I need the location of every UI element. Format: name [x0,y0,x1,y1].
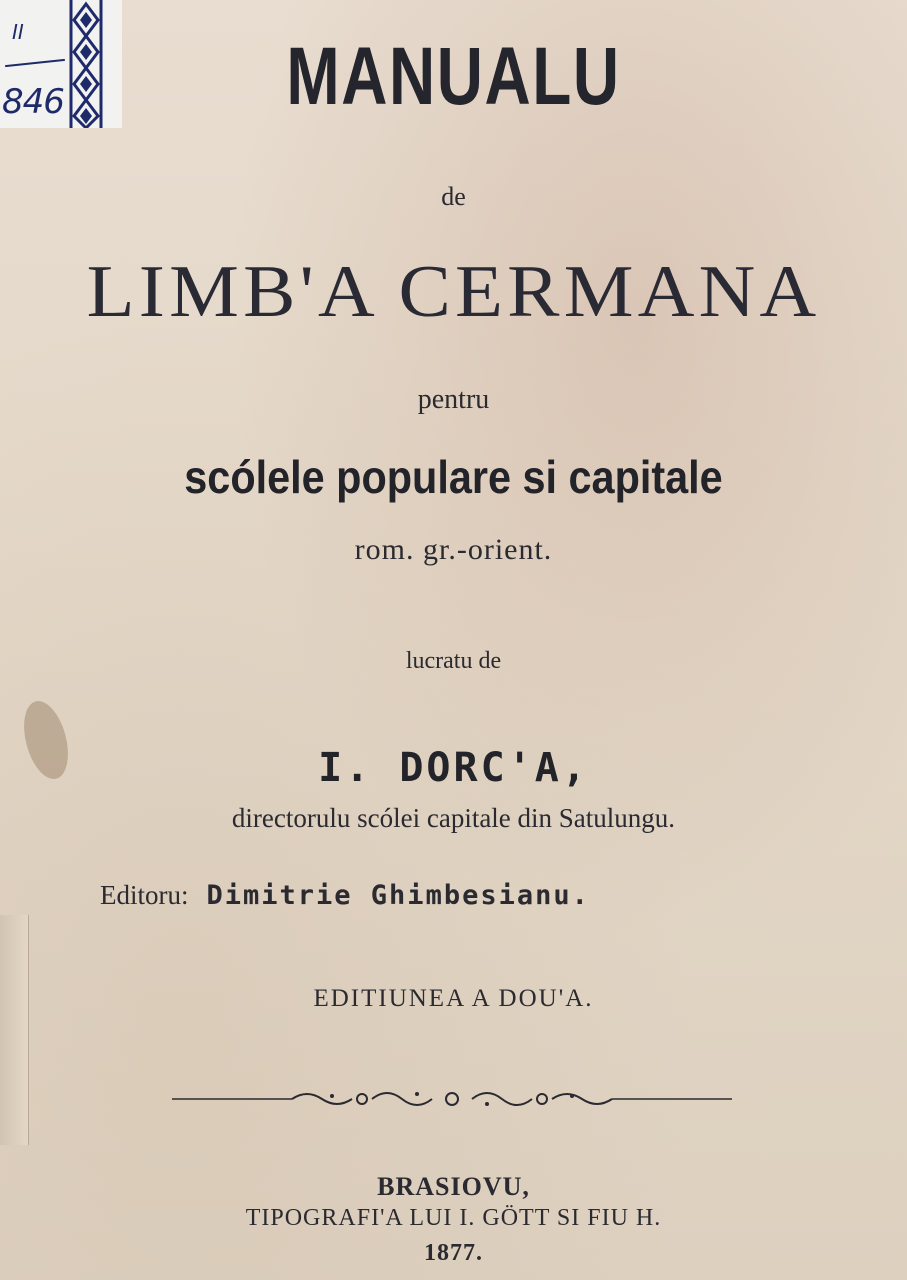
editor-label: Editoru: [100,880,189,910]
sticker-rule [5,59,65,67]
imprint-press: TIPOGRAFI'A LUI I. GÖTT SI FIU H. [245,1205,662,1231]
rite-designation: rom. gr.-orient. [354,533,553,566]
author-role: directorulu scólei capitale din Satulungu. [231,803,676,833]
target-schools: scólele populare si capitale [184,451,723,503]
author-name: I. DORC'A, [318,745,589,791]
ornamental-divider-icon [172,1084,732,1114]
shelf-mark-number: 846 [2,82,64,122]
imprint-year: 1877. [424,1240,483,1266]
subject-connector: pentru [417,384,490,415]
shelf-mark-top: II [12,20,24,44]
book-title: MANUALU [286,31,621,122]
title-connector: de [441,182,466,211]
edition-statement: EDITIUNEA A DOU'A. [313,985,594,1012]
paper-tear-edge [0,915,29,1145]
sticker-pattern-icon [68,0,104,128]
book-subject: LIMB'A CERMANA [86,251,821,333]
imprint-city: BRASIOVU, [377,1172,530,1201]
author-connector: lucratu de [405,648,502,674]
editor-line [100,880,840,911]
editor-name: Dimitrie Ghimbesianu. [206,880,590,911]
